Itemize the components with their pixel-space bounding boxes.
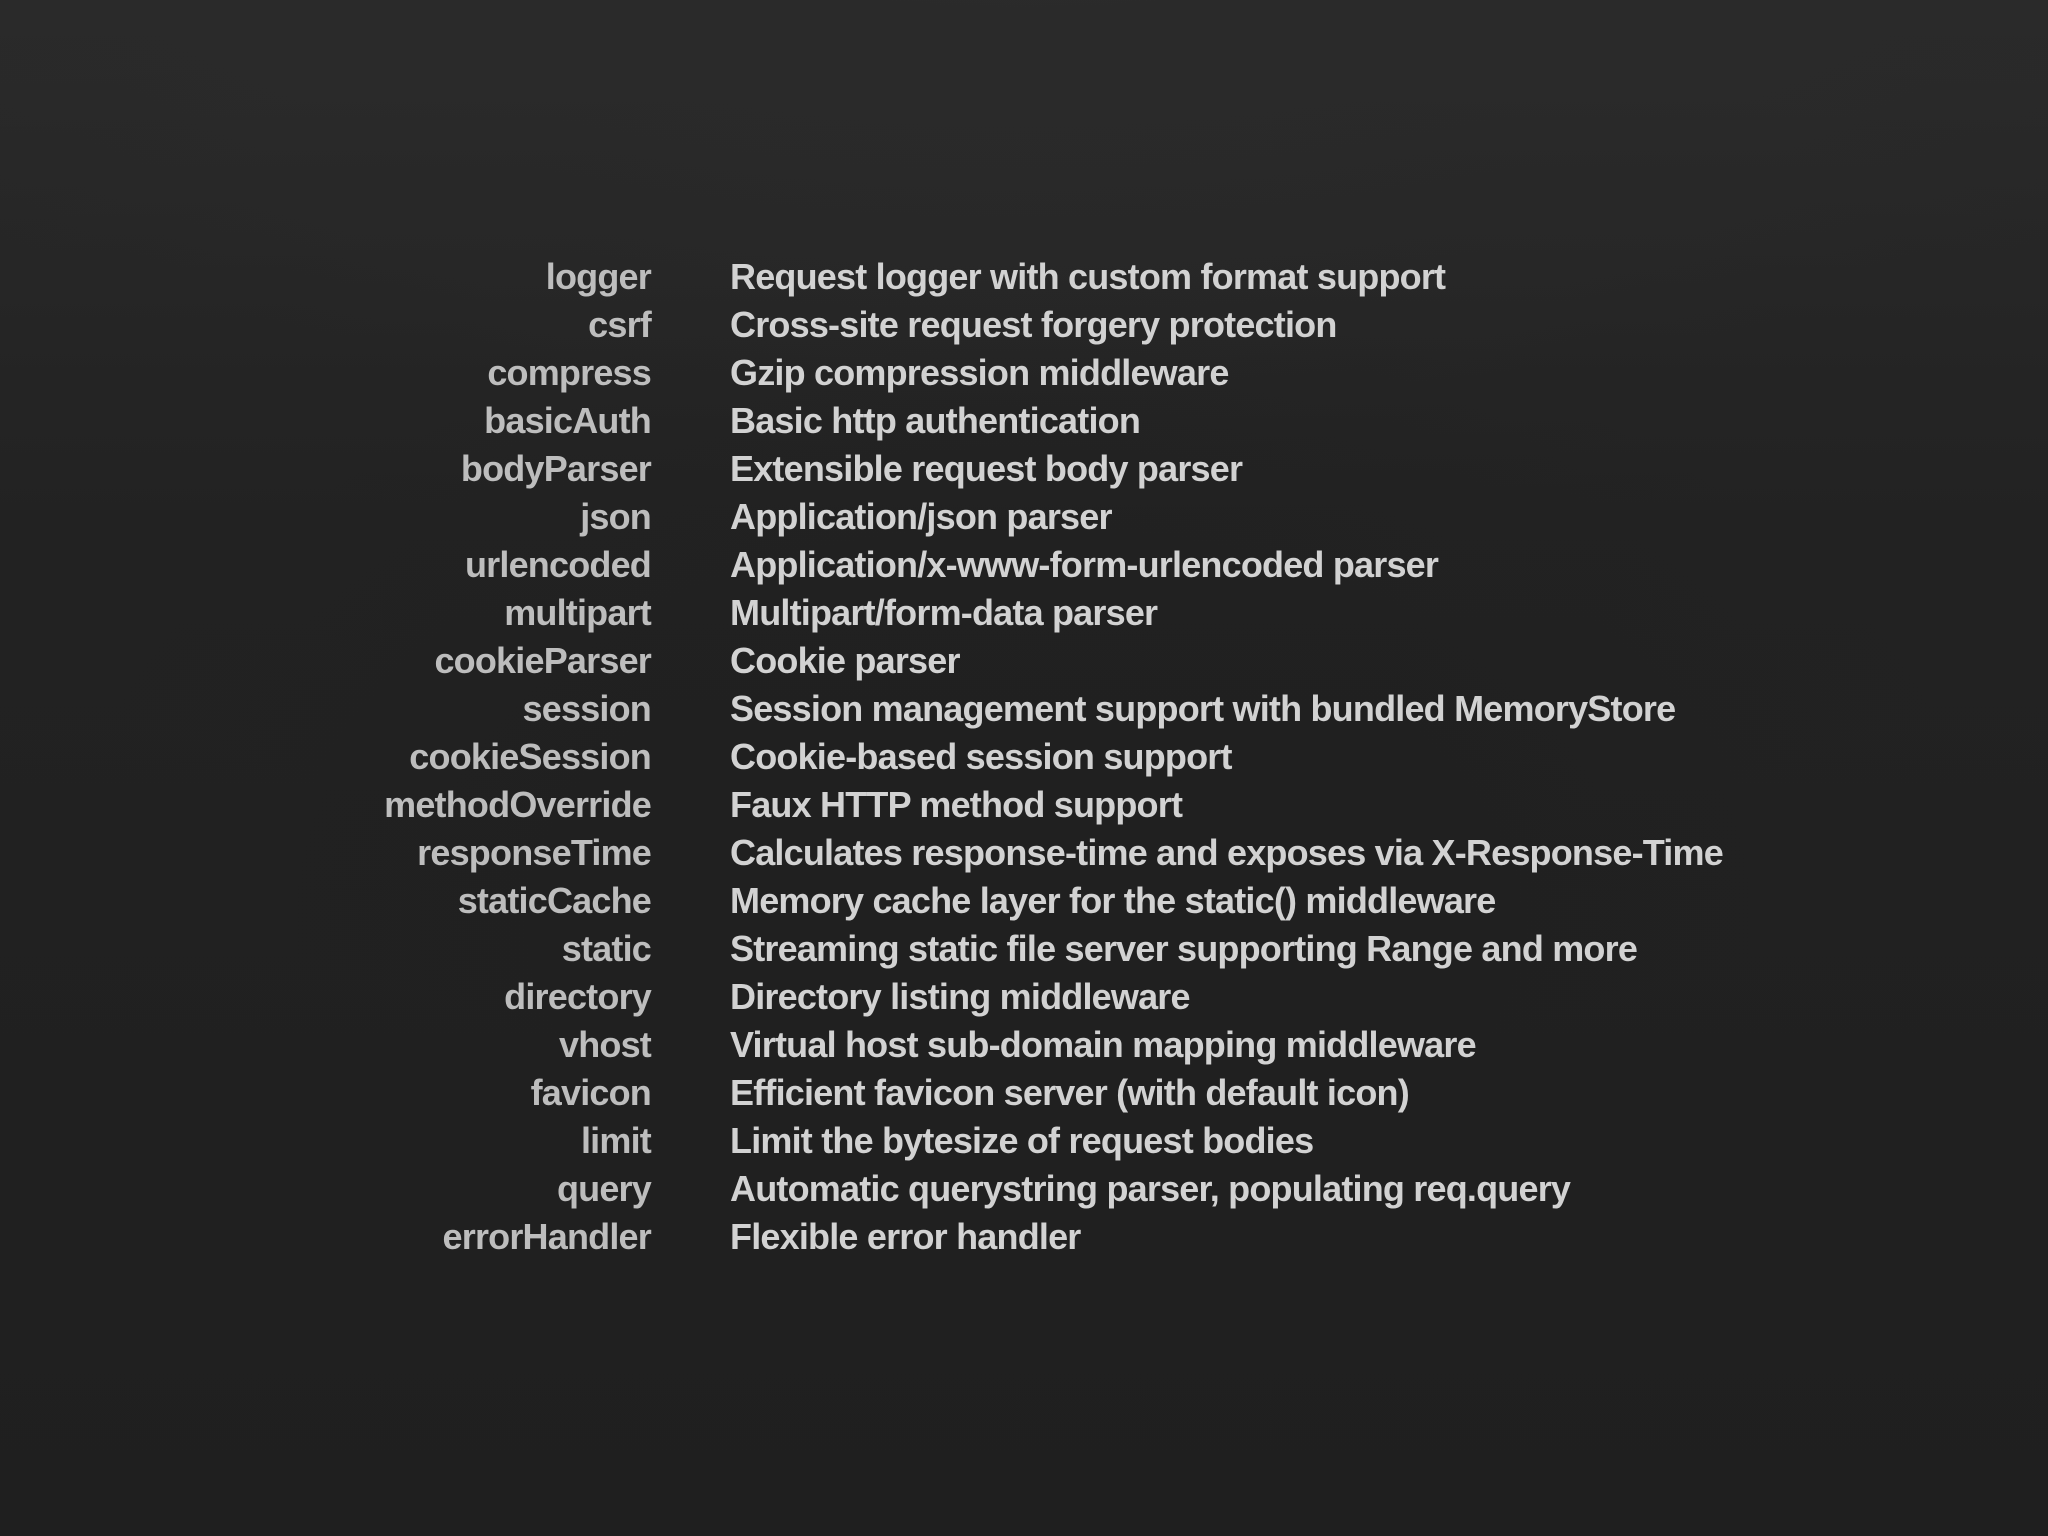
middleware-name: staticCache [457, 880, 651, 921]
middleware-name: vhost [558, 1024, 651, 1065]
middleware-name: json [580, 496, 651, 537]
list-item [0, 781, 2048, 829]
middleware-description: Application/json parser [730, 496, 1112, 537]
list-item [0, 877, 2048, 925]
list-item [0, 685, 2048, 733]
middleware-name: logger [545, 256, 651, 297]
middleware-name: cookieParser [434, 640, 651, 681]
middleware-name: csrf [588, 304, 651, 345]
list-item [0, 1021, 2048, 1069]
list-item [0, 445, 2048, 493]
middleware-description: Limit the bytesize of request bodies [730, 1120, 1314, 1161]
middleware-description: Request logger with custom format support [730, 256, 1446, 297]
list-item [0, 349, 2048, 397]
middleware-description: Directory listing middleware [730, 976, 1190, 1017]
middleware-name: query [556, 1168, 651, 1209]
middleware-description: Application/x-www-form-urlencoded parser [730, 544, 1439, 585]
middleware-description: Streaming static file server supporting Range and more [730, 928, 1638, 969]
list-item [0, 637, 2048, 685]
list-item [0, 541, 2048, 589]
middleware-name: responseTime [417, 832, 651, 873]
middleware-description: Cross-site request forgery protection [730, 304, 1337, 345]
middleware-name: urlencoded [464, 544, 651, 585]
list-item [0, 1165, 2048, 1213]
middleware-description: Cookie parser [730, 640, 960, 681]
middleware-description: Automatic querystring parser, populating req.query [730, 1168, 1571, 1209]
middleware-description: Gzip compression middleware [730, 352, 1229, 393]
middleware-description: Flexible error handler [730, 1216, 1081, 1257]
middleware-name: errorHandler [442, 1216, 651, 1257]
list-item [0, 589, 2048, 637]
middleware-description: Memory cache layer for the static() middleware [730, 880, 1496, 921]
middleware-description: Efficient favicon server (with default icon) [730, 1072, 1409, 1113]
list-item [0, 493, 2048, 541]
middleware-description: Session management support with bundled MemoryStore [730, 688, 1676, 729]
middleware-name: cookieSession [409, 736, 651, 777]
middleware-description: Faux HTTP method support [730, 784, 1183, 825]
middleware-name: methodOverride [384, 784, 651, 825]
middleware-name: bodyParser [460, 448, 651, 489]
middleware-name: multipart [504, 592, 651, 633]
list-item [0, 301, 2048, 349]
middleware-description: Extensible request body parser [730, 448, 1243, 489]
middleware-description: Cookie-based session support [730, 736, 1232, 777]
list-item [0, 1117, 2048, 1165]
list-item [0, 1069, 2048, 1117]
middleware-name: basicAuth [484, 400, 651, 441]
middleware-name: favicon [530, 1072, 651, 1113]
list-item [0, 829, 2048, 877]
list-item [0, 253, 2048, 301]
middleware-description: Multipart/form-data parser [730, 592, 1158, 633]
list-item [0, 733, 2048, 781]
middleware-description: Virtual host sub-domain mapping middleware [730, 1024, 1476, 1065]
middleware-name: limit [580, 1120, 651, 1161]
middleware-description: Calculates response-time and exposes via X-Response-Time [730, 832, 1723, 873]
middleware-list [0, 253, 2048, 1261]
middleware-name: session [522, 688, 651, 729]
middleware-name: compress [487, 352, 651, 393]
list-item [0, 973, 2048, 1021]
middleware-description: Basic http authentication [730, 400, 1141, 441]
middleware-name: static [561, 928, 651, 969]
middleware-name: directory [504, 976, 651, 1017]
list-item [0, 1213, 2048, 1261]
list-item [0, 925, 2048, 973]
list-item [0, 397, 2048, 445]
